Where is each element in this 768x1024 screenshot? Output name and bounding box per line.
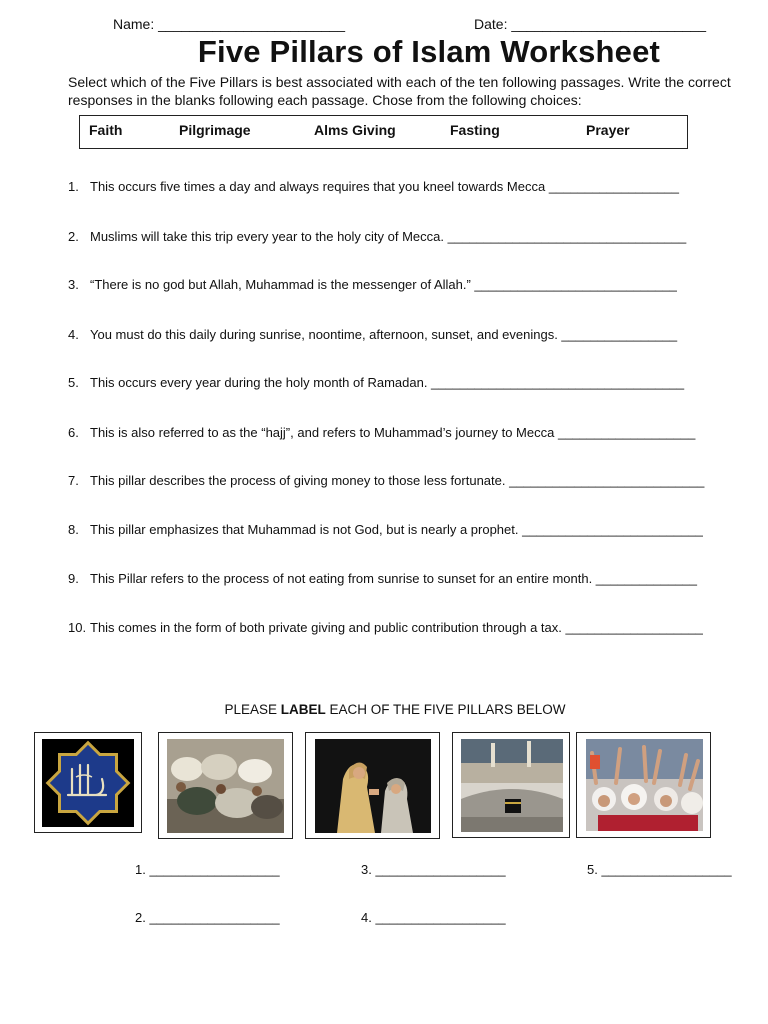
question-text: This is also referred to as the “hajj”, and refers to Muhammad’s journey to Mecca ___________________ bbox=[90, 425, 696, 440]
question-text: This comes in the form of both private giving and public contribution through a tax. ___________________ bbox=[90, 620, 703, 635]
picture-allah-calligraphy bbox=[34, 732, 142, 833]
question-10 bbox=[68, 620, 703, 635]
women-praying-icon bbox=[315, 739, 431, 833]
question-6 bbox=[68, 425, 695, 440]
question-3 bbox=[68, 277, 677, 292]
question-9 bbox=[68, 571, 697, 586]
answer-line-4[interactable]: 4. __________________ bbox=[361, 910, 506, 925]
picture-people-praying bbox=[158, 732, 293, 839]
label-instructions bbox=[0, 702, 768, 717]
worksheet-title: Five Pillars of Islam Worksheet bbox=[197, 34, 661, 69]
question-number: 10. bbox=[68, 620, 87, 635]
kaaba-icon bbox=[461, 739, 563, 832]
question-number: 1. bbox=[68, 179, 79, 194]
answer-line-3[interactable]: 3. __________________ bbox=[361, 862, 506, 877]
question-5 bbox=[68, 375, 684, 390]
picture-kaaba-mecca bbox=[452, 732, 570, 838]
question-number: 2. bbox=[68, 229, 79, 244]
question-number: 6. bbox=[68, 425, 79, 440]
answer-line-2[interactable]: 2. __________________ bbox=[135, 910, 280, 925]
question-number: 8. bbox=[68, 522, 79, 537]
label-bold-word: LABEL bbox=[280, 702, 326, 717]
question-text: You must do this daily during sunrise, noontime, afternoon, sunset, and evenings. ________________ bbox=[90, 327, 678, 342]
question-text: This occurs five times a day and always requires that you kneel towards Mecca __________________ bbox=[90, 179, 679, 194]
choice-faith: Faith bbox=[89, 122, 123, 138]
question-number: 7. bbox=[68, 473, 79, 488]
question-text: Muslims will take this trip every year to the holy city of Mecca. _________________________________ bbox=[90, 229, 687, 244]
label-prefix: PLEASE bbox=[224, 702, 281, 717]
picture-girls-raising-hands bbox=[576, 732, 711, 838]
answer-line-5[interactable]: 5. __________________ bbox=[587, 862, 732, 877]
picture-women-praying bbox=[305, 732, 440, 839]
question-text: This occurs every year during the holy month of Ramadan. ___________________________________ bbox=[90, 375, 685, 390]
question-4 bbox=[68, 327, 677, 342]
question-text: This pillar describes the process of giving money to those less fortunate. ___________________________ bbox=[90, 473, 705, 488]
question-text: This pillar emphasizes that Muhammad is not God, but is nearly a prophet. _________________________ bbox=[90, 522, 703, 537]
question-text: This Pillar refers to the process of not eating from sunrise to sunset for an entire month. ______________ bbox=[90, 571, 698, 586]
label-suffix: EACH OF THE FIVE PILLARS BELOW bbox=[325, 702, 566, 717]
choices-box bbox=[79, 115, 688, 149]
question-2 bbox=[68, 229, 686, 244]
question-number: 4. bbox=[68, 327, 79, 342]
choice-alms-giving: Alms Giving bbox=[314, 122, 396, 138]
allah-star-icon bbox=[42, 739, 134, 827]
praying-people-icon bbox=[167, 739, 284, 833]
question-text: “There is no god but Allah, Muhammad is the messenger of Allah.” ____________________________ bbox=[90, 277, 677, 292]
question-number: 5. bbox=[68, 375, 79, 390]
question-8 bbox=[68, 522, 703, 537]
question-7 bbox=[68, 473, 704, 488]
girls-hands-icon bbox=[586, 739, 703, 831]
question-number: 9. bbox=[68, 571, 79, 586]
name-field-label: Name: ________________________ bbox=[113, 16, 345, 32]
date-field-label: Date: _________________________ bbox=[474, 16, 707, 32]
choice-prayer: Prayer bbox=[586, 122, 630, 138]
question-1 bbox=[68, 179, 679, 194]
answer-line-1[interactable]: 1. __________________ bbox=[135, 862, 280, 877]
choice-fasting: Fasting bbox=[450, 122, 500, 138]
instructions-text: Select which of the Five Pillars is best associated with each of the ten following passages. Write the correct responses in the blanks following each passage. Chose from the following choices: bbox=[68, 74, 731, 108]
choice-pilgrimage: Pilgrimage bbox=[179, 122, 251, 138]
question-number: 3. bbox=[68, 277, 79, 292]
